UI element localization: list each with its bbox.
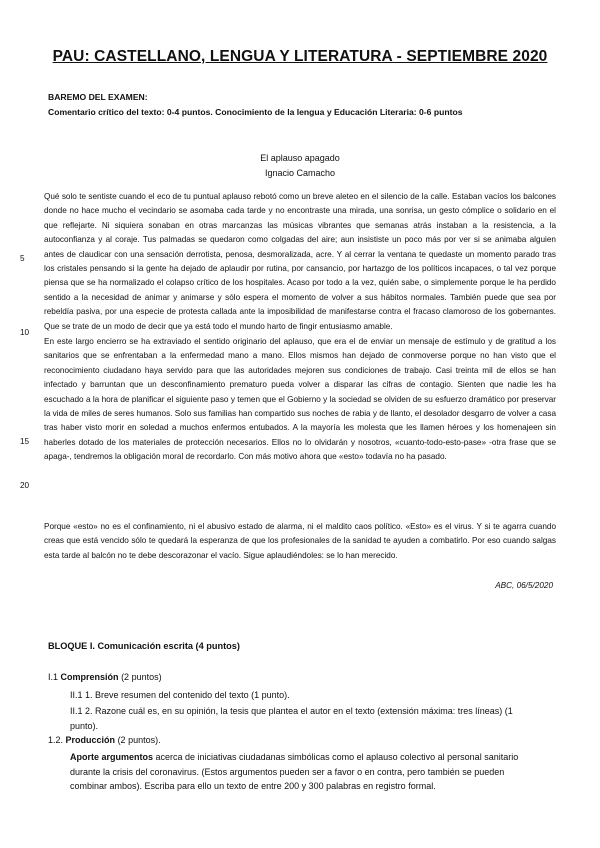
comprension-number: I.1	[48, 672, 59, 682]
comprension-heading	[48, 672, 162, 682]
comprension-label: Comprensión	[60, 672, 119, 682]
question-3-lead: Aporte argumentos	[70, 752, 154, 762]
bloque-heading: BLOQUE I. Comunicación escrita (4 puntos)	[48, 641, 240, 651]
article-author: Ignacio Camacho	[264, 168, 336, 178]
produccion-number: 1.2.	[48, 735, 64, 745]
question-2: II.1 2. Razone cuál es, en su opinión, la tesis que plantea el autor en el texto (extensión máxima: tres líneas) (1 punto).	[70, 706, 513, 731]
page-title: PAU: CASTELLANO, LENGUA Y LITERATURA - SEPTIEMBRE 2020	[52, 48, 548, 65]
baremo-heading: BAREMO DEL EXAMEN:	[48, 92, 148, 102]
article-title: El aplauso apagado	[260, 153, 340, 163]
line-number-15: 15	[20, 437, 30, 446]
question-3	[70, 750, 540, 794]
question-1: II.1 1. Breve resumen del contenido del texto (1 punto).	[70, 690, 290, 700]
article-paragraph-1: Qué solo te sentiste cuando el eco de tu puntual aplauso rebotó como un breve aleteo en el silencio de la calle. Estaban vacíos los balcones donde no hace mucho el vecindario se asomaba cada tarde y no encontraste una mirada, una sonrisa, un gesto cómplice o solidario en el que reflejarte. Ni siquiera sonaban en otras marcanzas las músicas vibrantes que semanas atrás instaban a la resistencia, a la autoconfianza y al coraje. Tus palmadas se quedaron como colgadas del aire; aun insististe un poco más por ver si se animaba alguien antes de claudicar con una sensación derrotista, penosa, desmoralizada, acre. Y al cerrar la ventana te quedaste un momento parado tras los cristales pensando si la gente ha dejado de aplaudir por rutina, por cansancio, por hartazgo de los políticos incapaces, o tal vez porque piensa que se ha normalizado el colapso crítico de los hospitales. Acaso por todo a la vez, quién sabe, o simplemente porque le ha perdido sentido a la necesidad de animar y animarse y sólo espera el momento de volver a sus hábitos normales. También puede que sea por rebeldía pasiva, por una especie de protesta callada ante la imposibilidad de manifestarse contra el fracaso clamoroso de los gobernantes. Que se trate de un modo de decir que ya está todo el mundo harto de fingir entusiasmo amable.	[44, 192, 556, 331]
comprension-points: (2 puntos)	[121, 672, 162, 682]
produccion-points: (2 puntos).	[117, 735, 161, 745]
baremo-line: Comentario crítico del texto: 0-4 puntos. Conocimiento de la lengua y Educación Literaria: 0-6 puntos	[48, 107, 463, 117]
article-source: ABC, 06/5/2020	[495, 581, 553, 590]
baremo-section	[48, 90, 462, 120]
question-3-text: acerca de iniciativas ciudadanas simbólicas como el aplauso colectivo al personal sanitario durante la crisis del coronavirus. (Estos argumentos pueden ser a favor o en contra, pero también se pueden combinar ambos). Escriba para ello un texto de entre 200 y 300 palabras en registro formal.	[70, 752, 519, 791]
produccion-label: Producción	[65, 735, 116, 745]
line-number-5: 5	[20, 254, 25, 263]
line-number-20: 20	[20, 481, 30, 490]
line-number-10: 10	[20, 328, 30, 337]
produccion-heading	[48, 735, 161, 745]
article-paragraph-2: En este largo encierro se ha extraviado el sentido originario del aplauso, que era el de enviar un mensaje de estímulo y de gratitud a los sanitarios que se enfrentaban a la enfermedad mano a mano. Ellos mismos han dejado de conmoverse porque no han visto que el reconocimiento ciudadano haya servido para que las autoridades mejoren sus condiciones de trabajo. Casi treinta mil de ellos se han infectado y barruntan que un desconfinamiento prematuro pueda volver a disparar las cifras de contagio. Sienten que nadie les ha escuchado a la hora de planificar el siguiente paso y temen que el Gobierno y la sociedad se olviden de su esfuerzo dramático por preservar la vida de miles de seres humanos. Solo sus familias han compartido sus noches de rabia y de llanto, el desolador desgarro de volver a casa tras haber visto morir en soledad a muchos enfermos entubados. A la mayoría les molesta que les llamen héroes y los homenajeen sin haberles dotado de los materiales de protección necesarios. Ellos no lo olvidarán y nosotros, «cuanto-todo-esto-pase» -otra frase que se apaga-, tendremos la obligación moral de recordarlo. Con más motivo ahora que «esto» todavía no ha pasado.	[44, 337, 556, 462]
article-paragraph-3: Porque «esto» no es el confinamiento, ni el abusivo estado de alarma, ni el maldito caos político. «Esto» es el virus. Y si te agarra cuando creas que está vencido sólo te quedará la esperanza de que los profesionales de la sanidad te ayuden a combatirlo. Por eso cuando salgas esta tarde al balcón no te debe descorazonar el vacío. Sigue aplaudiéndoles: se lo han merecido.	[44, 522, 556, 560]
